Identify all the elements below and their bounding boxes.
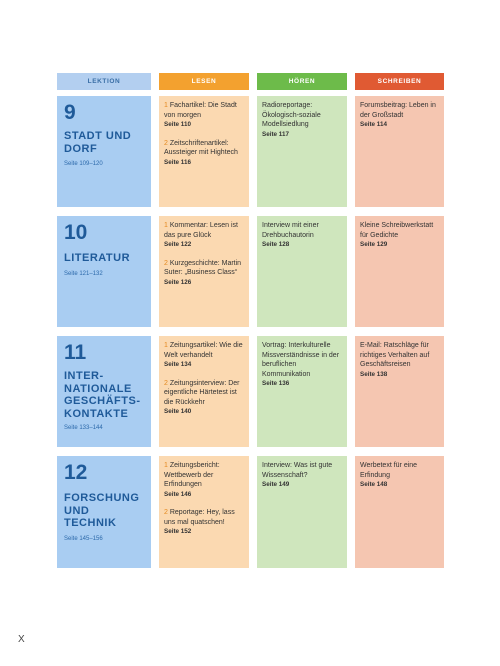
- lesen-item: [164, 259, 244, 288]
- schreiben-item: [360, 341, 439, 379]
- hoeren-item: [262, 341, 342, 389]
- lesen-cell-11: [159, 336, 249, 447]
- page-number: X: [18, 634, 25, 645]
- item-page: Seite 146: [164, 490, 192, 498]
- item-text: Vortrag: Interkulturelle Missverständnisse in der beruflichen Kommunikation: [262, 342, 340, 378]
- hoeren-item: [262, 101, 342, 139]
- item-text: Interview mit einer Drehbuchautorin: [262, 222, 319, 239]
- schreiben-cell-10: [355, 216, 444, 327]
- lektion-cell-11: [57, 336, 151, 447]
- item-text: Fachartikel: Die Stadt von morgen: [164, 102, 237, 119]
- lesson-pages: Seite 109–120: [64, 161, 103, 167]
- item-page: Seite 148: [360, 481, 388, 488]
- hoeren-item: [262, 461, 342, 490]
- item-page: Seite 134: [164, 361, 192, 368]
- schreiben-cell-12: [355, 456, 444, 568]
- lesen-item: [164, 101, 244, 130]
- schreiben-item: [360, 461, 439, 490]
- lesen-item: [164, 221, 244, 250]
- lesson-pages: Seite 145–156: [64, 535, 103, 542]
- item-page: Seite 117: [262, 130, 289, 138]
- item-text: Zeitungsinterview: Der eigentliche Härtetest ist die Rückkehr: [164, 379, 240, 406]
- item-page: Seite 149: [262, 481, 290, 488]
- lesson-title: LITERATUR: [64, 252, 131, 264]
- header-hoeren: HÖREN: [257, 73, 347, 90]
- schreiben-cell-11: [355, 336, 444, 447]
- item-text: Zeitungsbericht: Wettbewerb der Erfindungen: [164, 462, 220, 488]
- item-page: Seite 122: [164, 241, 192, 248]
- item-number: 2: [164, 509, 168, 516]
- hoeren-cell-11: [257, 336, 347, 447]
- item-number: 1: [164, 222, 168, 229]
- schreiben-cell-9: [355, 96, 444, 207]
- lesen-cell-10: [159, 216, 249, 327]
- item-number: 2: [164, 139, 168, 147]
- item-text: Reportage: Hey, lass uns mal quatschen!: [164, 509, 235, 526]
- lesson-title: STADT UND DORF: [64, 130, 132, 155]
- lesson-number: 10: [64, 221, 88, 244]
- schreiben-item: [360, 101, 439, 130]
- lektion-cell-9: [57, 96, 151, 207]
- hoeren-cell-9: [257, 96, 347, 207]
- lesson-title: FORSCHUNG UND TECHNIK: [64, 492, 140, 529]
- lesen-item: [164, 341, 244, 370]
- header-lesen: LESEN: [159, 73, 249, 90]
- item-text: Zeitungsartikel: Wie die Welt verhandelt: [164, 342, 243, 359]
- item-text: Kleine Schreibwerkstatt für Gedichte: [360, 222, 434, 239]
- header-lektion: LEKTION: [57, 73, 151, 90]
- item-text: Kommentar: Lesen ist das pure Glück: [164, 222, 238, 239]
- item-page: Seite 152: [164, 528, 192, 535]
- item-page: Seite 140: [164, 408, 192, 415]
- item-text: E-Mail: Ratschläge für richtiges Verhalten auf Geschäftsreisen: [360, 342, 430, 368]
- item-text: Interview: Was ist gute Wissenschaft?: [262, 462, 333, 479]
- lesen-cell-9: [159, 96, 249, 207]
- hoeren-cell-10: [257, 216, 347, 327]
- item-number: 2: [164, 259, 168, 267]
- item-page: Seite 136: [262, 380, 290, 387]
- lesen-item: [164, 139, 244, 168]
- lesen-cell-12: [159, 456, 249, 568]
- lesson-pages: Seite 121–132: [64, 270, 103, 277]
- schreiben-item: [360, 221, 439, 250]
- lesen-item: [164, 461, 244, 499]
- lesen-item: [164, 379, 244, 417]
- lesson-title: INTER-NATIONALE GESCHÄFTS-KONTAKTE: [64, 370, 141, 420]
- lesson-number: 9: [64, 101, 76, 124]
- item-number: 1: [164, 462, 168, 469]
- item-text: Kurzgeschichte: Martin Suter: „Business Class“: [164, 259, 242, 276]
- item-page: Seite 116: [164, 158, 191, 166]
- item-page: Seite 128: [262, 241, 290, 248]
- item-page: Seite 110: [164, 121, 191, 128]
- item-page: Seite 114: [360, 121, 387, 128]
- hoeren-item: [262, 221, 342, 250]
- item-number: 1: [164, 102, 168, 109]
- item-text: Zeitschriftenartikel: Aussteiger mit Hightech: [164, 139, 238, 156]
- lektion-cell-12: [57, 456, 151, 568]
- lesson-number: 11: [64, 341, 87, 364]
- item-page: Seite 126: [164, 278, 192, 286]
- header-schreiben: SCHREIBEN: [355, 73, 444, 90]
- lektion-cell-10: [57, 216, 151, 327]
- item-page: Seite 138: [360, 370, 388, 378]
- item-number: 2: [164, 379, 168, 387]
- item-text: Radioreportage: Ökologisch-soziale Modellsiedlung: [262, 102, 321, 128]
- item-text: Werbetext für eine Erfindung: [360, 462, 418, 479]
- item-number: 1: [164, 342, 168, 349]
- lesson-pages: Seite 133–144: [64, 425, 103, 431]
- hoeren-cell-12: [257, 456, 347, 568]
- lesson-number: 12: [64, 461, 88, 484]
- item-page: Seite 129: [360, 241, 388, 248]
- lesen-item: [164, 508, 244, 537]
- item-text: Forumsbeitrag: Leben in der Großstadt: [360, 102, 436, 119]
